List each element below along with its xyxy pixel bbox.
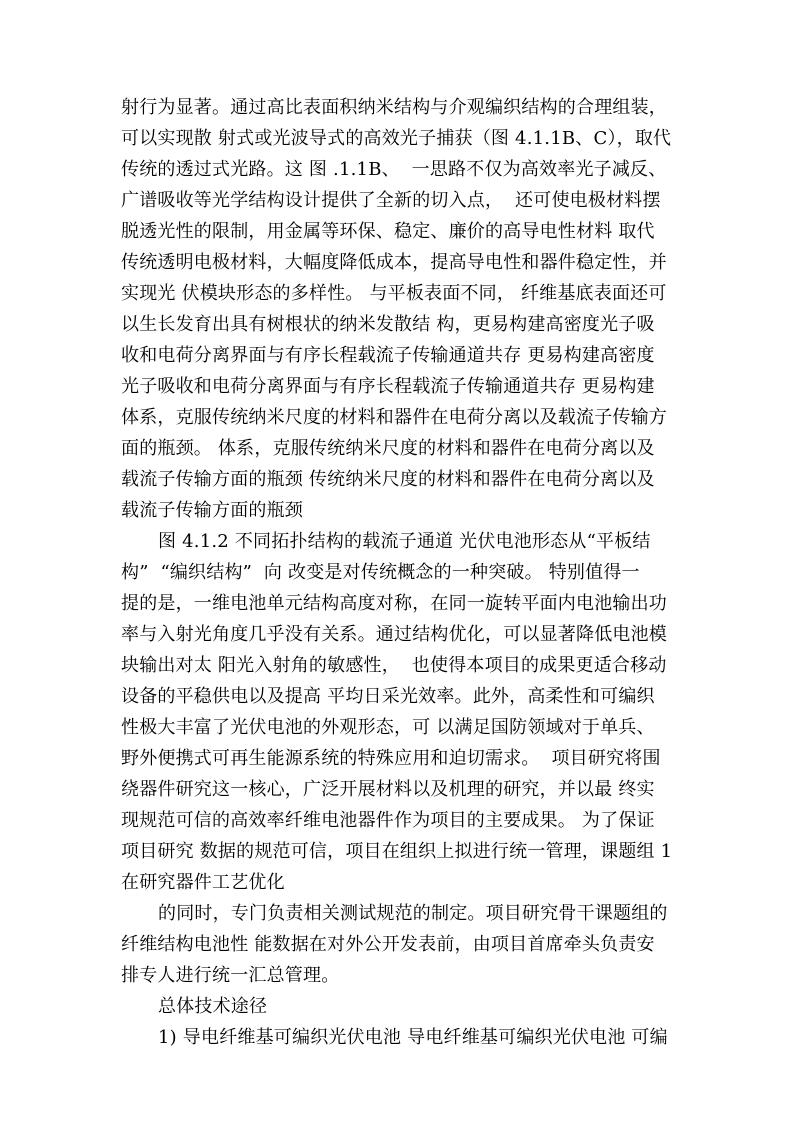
list-item-line: 1) 导电纤维基可编织光伏电池 导电纤维基可编织光伏电池 可编 xyxy=(158,1027,668,1048)
body-text-line: 光子吸收和电荷分离界面与有序长程载流子传输通道共存 更易构建 xyxy=(121,376,655,397)
body-text-line: 绕器件研究这一核心，广泛开展材料以及机理的研究，并以最 终实 xyxy=(121,779,655,800)
body-text-line: 率与入射光角度几乎没有关系。通过结构优化，可以显著降低电池模 xyxy=(121,624,667,645)
body-text-line: 的同时，专门负责相关测试规范的制定。项目研究骨干课题组的 xyxy=(158,903,668,924)
body-text-line: 收和电荷分离界面与有序长程载流子传输通道共存 更易构建高密度 xyxy=(121,345,655,366)
body-text-line: 性极大丰富了光伏电池的外观形态，可 以满足国防领域对于单兵、 xyxy=(121,717,655,738)
body-text-line: 提的是，一维电池单元结构高度对称，在同一旋转平面内电池输出功 xyxy=(121,593,667,614)
body-text-line: 脱透光性的限制，用金属等环保、稳定、廉价的高导电性材料 取代 xyxy=(121,221,655,242)
body-text-line: 面的瓶颈。 体系，克服传统纳米尺度的材料和器件在电荷分离以及 xyxy=(121,438,655,459)
body-text-line: 载流子传输方面的瓶颈 传统纳米尺度的材料和器件在电荷分离以及 xyxy=(121,469,655,490)
body-text-line: 块输出对太 阳光入射角的敏感性， 也使得本项目的成果更适合移动 xyxy=(121,655,667,676)
body-text-line: 构” “编织结构” 向 改变是对传统概念的一种突破。 特别值得一 xyxy=(121,562,640,583)
body-text-line: 传统的透过式光路。这 图 .1.1B、 一思路不仅为高效率光子减反、 xyxy=(121,159,667,180)
body-text-line: 广谱吸收等光学结构设计提供了全新的切入点， 还可使电极材料摆 xyxy=(121,190,661,211)
body-text-line: 体系，克服传统纳米尺度的材料和器件在电荷分离以及载流子传输方 xyxy=(121,407,667,428)
body-text-line: 可以实现散 射式或光波导式的高效光子捕获（图 4.1.1B、C），取代 xyxy=(121,128,672,149)
body-text-line: 排专人进行统一汇总管理。 xyxy=(121,965,340,986)
body-text-line: 项目研究 数据的规范可信，项目在组织上拟进行统一管理，课题组 1 xyxy=(121,841,673,862)
body-text-line: 现规范可信的高效率纤维电池器件作为项目的主要成果。 为了保证 xyxy=(121,810,655,831)
body-text-line: 载流子传输方面的瓶颈 xyxy=(121,500,303,521)
body-text-line: 传统透明电极材料，大幅度降低成本，提高导电性和器件稳定性，并 xyxy=(121,252,667,273)
body-text-line: 以生长发育出具有树根状的纳米发散结 构，更易构建高密度光子吸 xyxy=(121,314,655,335)
body-text-line: 射行为显著。通过高比表面积纳米结构与介观编织结构的合理组装， xyxy=(121,97,667,118)
section-heading: 总体技术途径 xyxy=(158,996,268,1017)
figure-caption-line: 图 4.1.2 不同拓扑结构的载流子通道 光伏电池形态从“平板结 xyxy=(158,531,651,552)
body-text-line: 纤维结构电池性 能数据在对外公开发表前，由项目首席牵头负责安 xyxy=(121,934,655,955)
body-text-line: 在研究器件工艺优化 xyxy=(121,872,285,893)
body-text-line: 实现光 伏模块形态的多样性。 与平板表面不同， 纤维基底表面还可 xyxy=(121,283,667,304)
body-text-line: 设备的平稳供电以及提高 平均日采光效率。此外，高柔性和可编织 xyxy=(121,686,655,707)
body-text-line: 野外便携式可再生能源系统的特殊应用和迫切需求。 项目研究将围 xyxy=(121,748,661,769)
